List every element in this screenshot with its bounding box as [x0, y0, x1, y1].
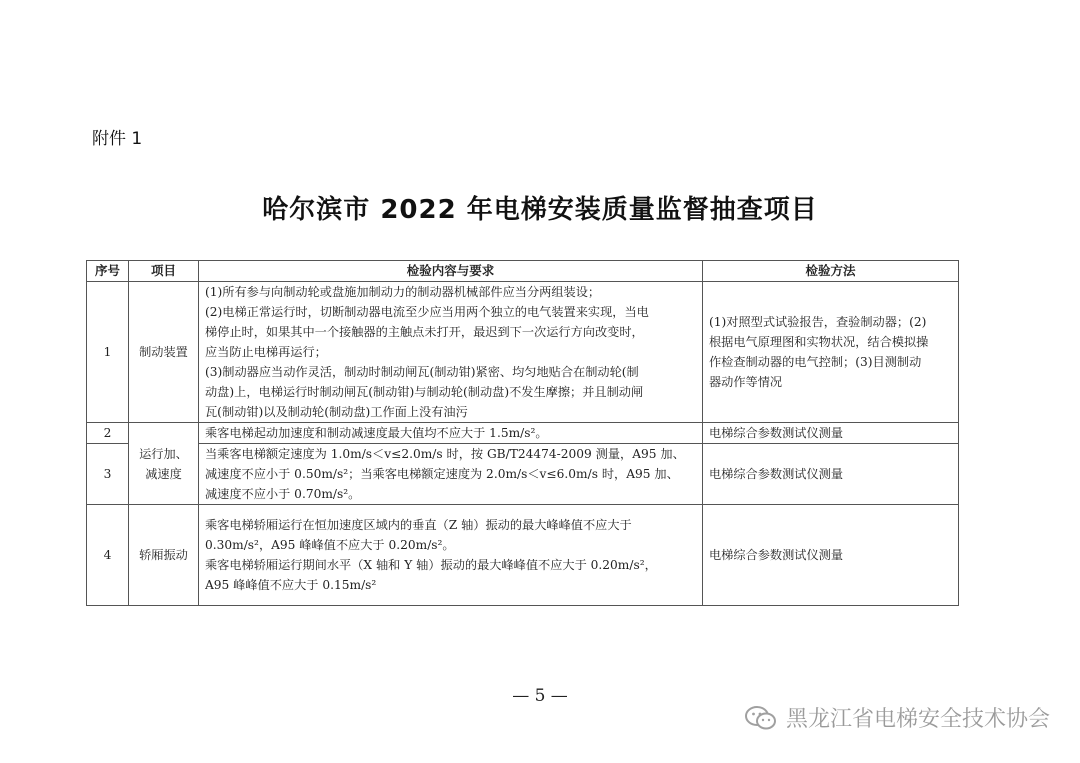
content-line: 当乘客电梯额定速度为 1.0m/s＜v≤2.0m/s 时，按 GB/T24474-2009 测量，A95 加、 — [205, 447, 685, 461]
row-content — [199, 423, 703, 444]
row-no: 3 — [87, 444, 129, 505]
row-method — [703, 423, 959, 444]
table-row — [87, 423, 959, 444]
header-method: 检验方法 — [703, 261, 959, 282]
content-line: 动盘)上，电梯运行时制动闸瓦(制动钳)与制动轮(制动盘)不发生摩擦；并且制动闸 — [205, 385, 644, 399]
row-content — [199, 505, 703, 606]
watermark — [744, 702, 1050, 733]
content-line: A95 峰峰值不应大于 0.15m/s² — [205, 578, 377, 592]
table-row — [87, 444, 959, 505]
row-method — [703, 444, 959, 505]
content-line: 乘客电梯起动加速度和制动减速度最大值均不应大于 1.5m/s²。 — [205, 426, 548, 440]
method-line: 电梯综合参数测试仪测量 — [709, 426, 844, 440]
row-no: 4 — [87, 505, 129, 606]
row-no: 2 — [87, 423, 129, 444]
content-line: 减速度不应小于 0.50m/s²；当乘客电梯额定速度为 2.0m/s＜v≤6.0m/s 时，A95 加、 — [205, 467, 679, 481]
content-line: 减速度不应小于 0.70m/s²。 — [205, 487, 361, 501]
table-row — [87, 505, 959, 606]
method-line: 根据电气原理图和实物状况，结合模拟操 — [709, 335, 929, 349]
header-content: 检验内容与要求 — [199, 261, 703, 282]
row-content — [199, 282, 703, 423]
row-item: 运行加、减速度 — [129, 423, 199, 505]
header-no: 序号 — [87, 261, 129, 282]
watermark-text: 黑龙江省电梯安全技术协会 — [785, 707, 1050, 732]
row-no: 1 — [87, 282, 129, 423]
method-line: 作检查制动器的电气控制；(3)目测制动 — [709, 355, 922, 369]
content-line: 乘客电梯轿厢运行期间水平（X 轴和 Y 轴）振动的最大峰峰值不应大于 0.20m/s²， — [205, 558, 657, 572]
page-title: 哈尔滨市 2022 年电梯安装质量监督抽查项目 — [262, 195, 818, 225]
content-line: (3)制动器应当动作灵活，制动时制动闸瓦(制动钳)紧密、均匀地贴合在制动轮(制 — [205, 365, 639, 379]
row-method — [703, 282, 959, 423]
header-item: 项目 — [129, 261, 199, 282]
content-line: 梯停止时，如果其中一个接触器的主触点未打开，最迟到下一次运行方向改变时， — [205, 325, 644, 339]
inspection-table — [86, 260, 959, 606]
attachment-label: 附件 1 — [92, 129, 143, 149]
content-line: 应当防止电梯再运行； — [205, 345, 327, 359]
table-header-row — [87, 261, 959, 282]
row-item: 制动装置 — [129, 282, 199, 423]
content-line: 瓦(制动钳)以及制动轮(制动盘)工作面上没有油污 — [205, 405, 468, 419]
method-line: 器动作等情况 — [709, 375, 783, 389]
page-number: — 5 — — [512, 686, 568, 706]
content-line: 0.30m/s²，A95 峰峰值不应大于 0.20m/s²。 — [205, 538, 455, 552]
row-method — [703, 505, 959, 606]
content-line: (1)所有参与向制动轮或盘施加制动力的制动器机械部件应当分两组装设； — [205, 285, 601, 299]
content-line: (2)电梯正常运行时，切断制动器电流至少应当用两个独立的电气装置来实现，当电 — [205, 305, 649, 319]
wechat-icon — [744, 704, 778, 732]
method-line: (1)对照型式试验报告，查验制动器；(2) — [709, 315, 927, 329]
row-item: 轿厢振动 — [129, 505, 199, 606]
content-line: 乘客电梯轿厢运行在恒加速度区域内的垂直（Z 轴）振动的最大峰峰值不应大于 — [205, 518, 632, 532]
table-row — [87, 282, 959, 423]
method-line: 电梯综合参数测试仪测量 — [709, 548, 844, 562]
row-content — [199, 444, 703, 505]
method-line: 电梯综合参数测试仪测量 — [709, 467, 844, 481]
